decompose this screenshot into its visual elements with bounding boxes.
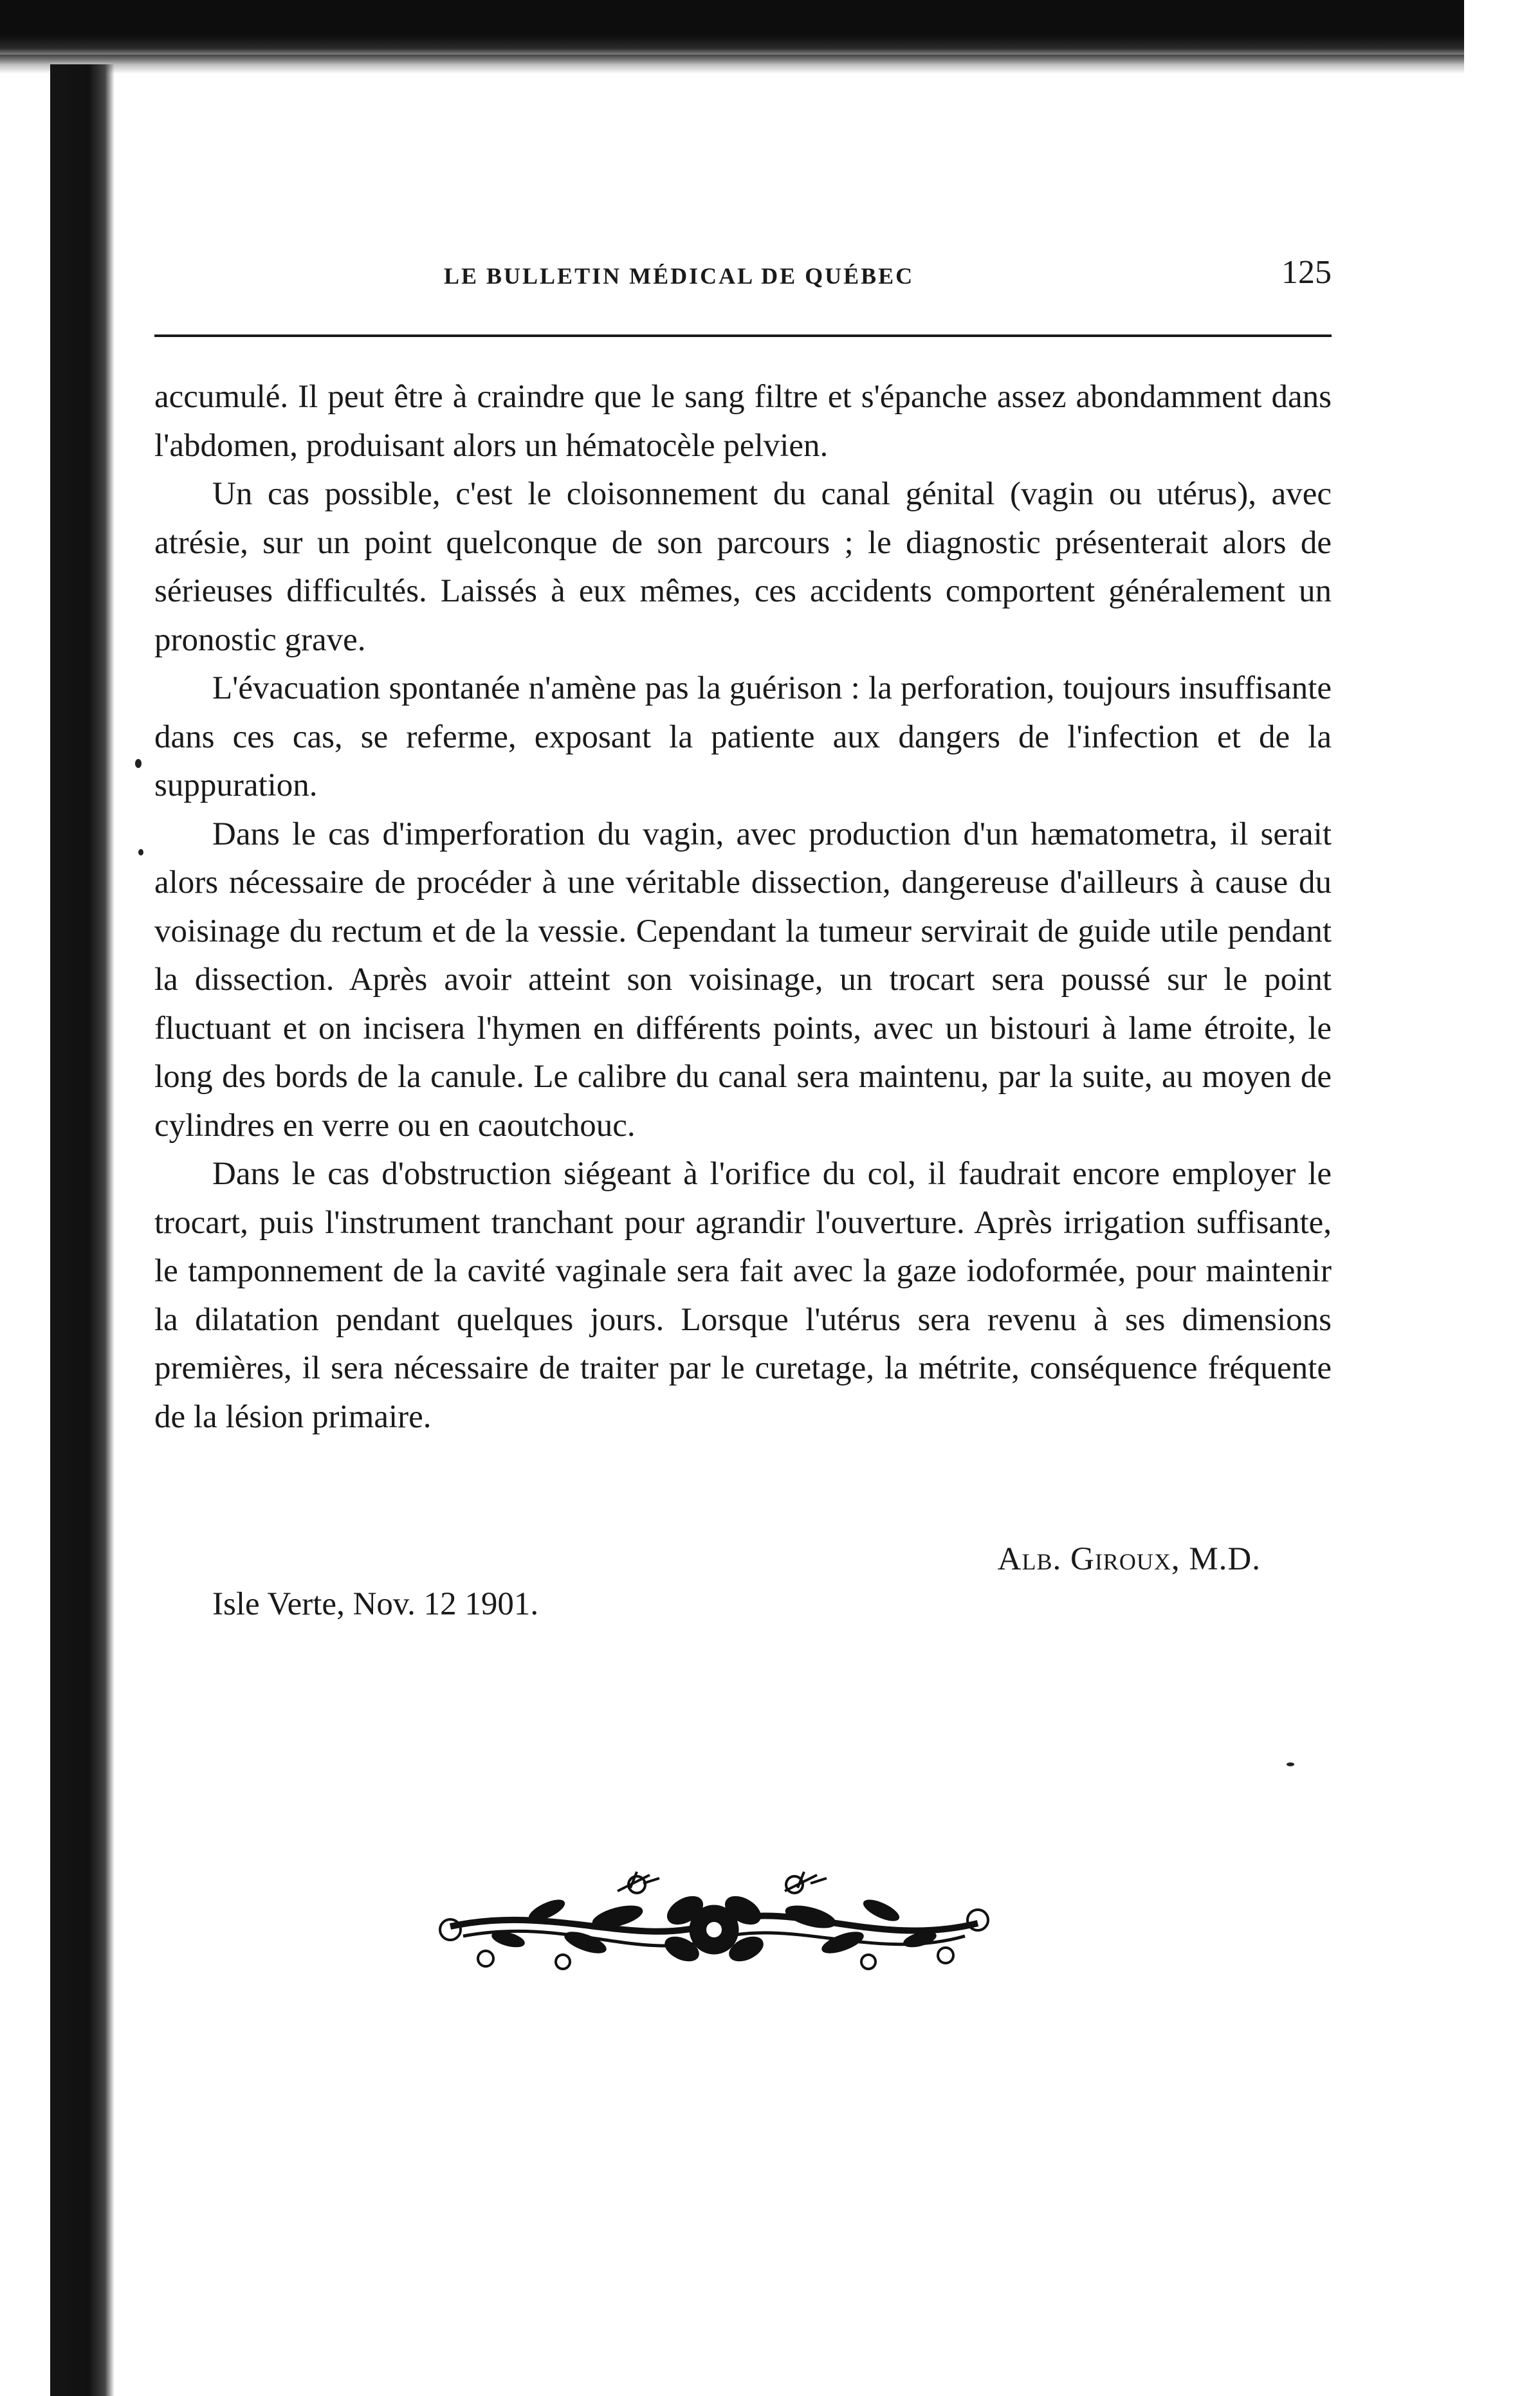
page-number: 125 [1281, 254, 1332, 291]
scan-left-border [50, 64, 115, 2396]
paragraph: Dans le cas d'imperforation du vagin, avec production d'un hæmatometra, il serait alors nécessaire de procéder à une véritable dissection, dangereuse d'ailleurs à cause du voisinage du rectum et de la vessie. Cependant la tumeur servirait de guide utile pendant la dissection. Après avoir atteint son voisinage, un trocart sera poussé sur le point fluctuant et on incisera l'hymen en différents points, avec un bistouri à lame étroite, le long des bords de la canule. Le calibre du canal sera maintenu, par la suite, au moyen de cylindres en verre ou en caoutchouc. [154, 816, 1332, 1144]
running-header [154, 244, 1332, 315]
paragraph: Un cas possible, c'est le cloisonnement du canal génital (vagin ou utérus), avec atrésie, sur un point quelconque de son parcours ; le diagnostic présenterait alors de sérieuses difficultés. Laissés à eux mêmes, ces accidents comportent généralement un pronostic grave. [154, 476, 1332, 658]
running-title: LE BULLETIN MÉDICAL DE QUÉBEC [444, 263, 915, 289]
floral-vignette-icon [425, 1865, 1004, 1975]
scan-speck [138, 849, 143, 855]
paragraph: accumulé. Il peut être à craindre que le sang filtre et s'épanche assez abondamment dans l'abdomen, produisant alors un hématocèle pelvien. [154, 379, 1332, 464]
header-rule [154, 334, 1332, 337]
author-signature: Alb. Giroux, M.D. [997, 1541, 1261, 1577]
dateline: Isle Verte, Nov. 12 1901. [212, 1586, 539, 1622]
paragraph: L'évacuation spontanée n'amène pas la guérison : la perforation, toujours insuffisante dans ces cas, se referme, exposant la patiente aux dangers de l'infection et de la suppuration. [154, 670, 1332, 803]
document-page [154, 244, 1332, 2110]
body-text [154, 373, 1332, 1441]
scan-speck [135, 759, 142, 768]
paragraph: Dans le cas d'obstruction siégeant à l'orifice du col, il faudrait encore employer le trocart, puis l'instrument tranchant pour agrandir l'ouverture. Après irrigation suffisante, le tamponnement de la cavité vaginale sera fait avec la gaze iodoformée, pour maintenir la dilatation pendant quelques jours. Lorsque l'utérus sera revenu à ses dimensions premières, il sera nécessaire de traiter par le curetage, la métrite, conséquence fréquente de la lésion primaire. [154, 1156, 1332, 1435]
scan-top-fade [0, 55, 1464, 74]
